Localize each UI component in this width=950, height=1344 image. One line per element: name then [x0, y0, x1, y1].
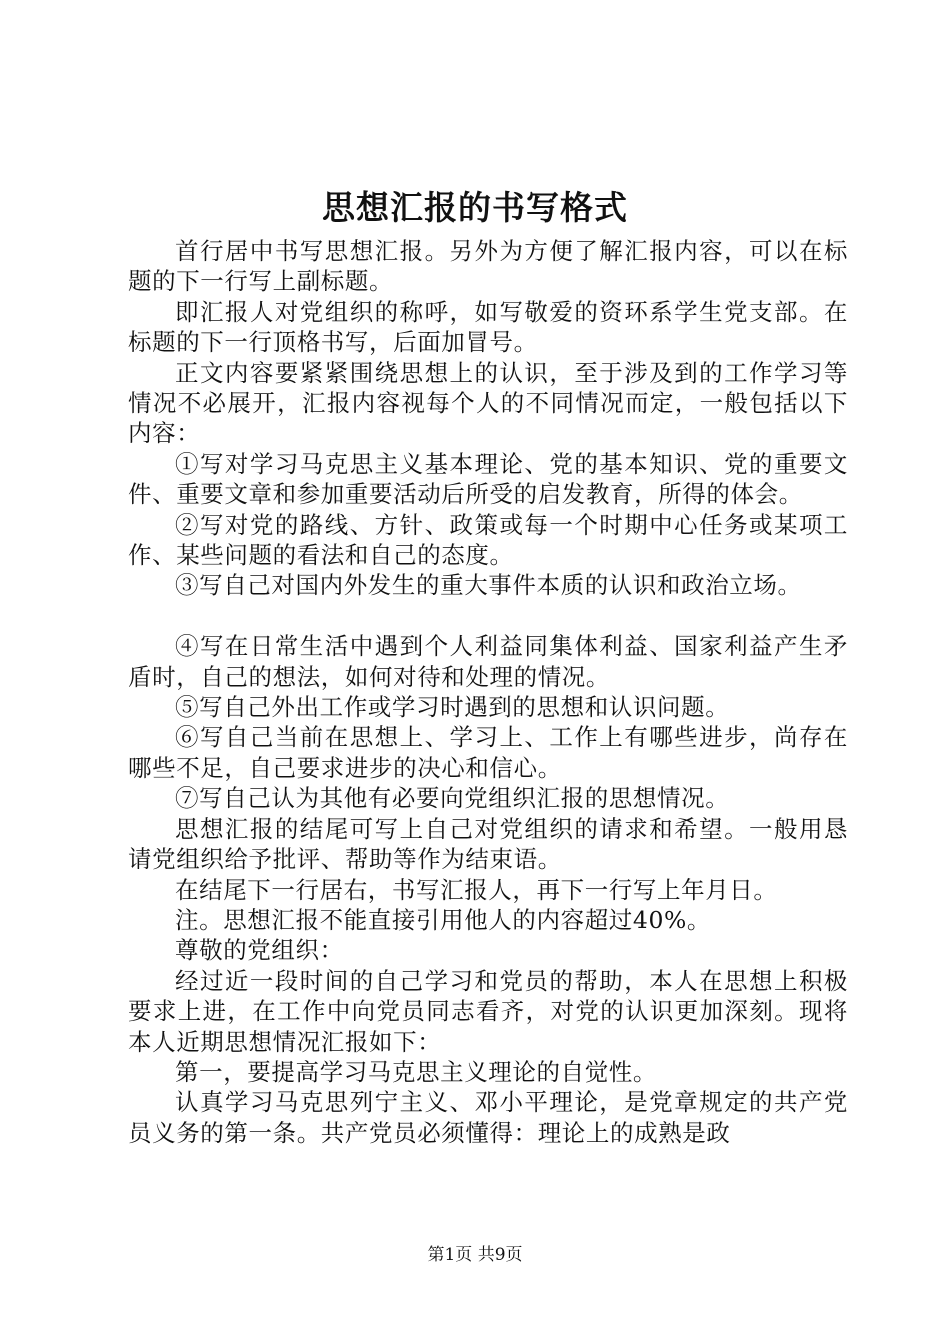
list-item-3: ③写自己对国内外发生的重大事件本质的认识和政治立场。: [175, 571, 802, 600]
sample-point-1-body: 认真学习马克思列宁主义、邓小平理论，是党章规定的共产党员义务的第一条。共产党员必须懂得：理论上的成熟是政: [128, 1088, 848, 1147]
paragraph-heading-format: 首行居中书写思想汇报。另外为方便了解汇报内容，可以在标题的下一行写上副标题。: [128, 237, 848, 296]
paragraph-main-content: 正文内容要紧紧围绕思想上的认识，至于涉及到的工作学习等情况不必展开，汇报内容视每个人的不同情况而定，一般包括以下内容：: [128, 358, 848, 448]
list-item-4: ④写在日常生活中遇到个人利益同集体利益、国家利益产生矛盾时，自己的想法，如何对待和处理的情况。: [128, 632, 848, 691]
list-item-5: ⑤写自己外出工作或学习时遇到的思想和认识问题。: [175, 693, 730, 722]
paragraph-signature-format: 在结尾下一行居右，书写汇报人，再下一行写上年月日。: [175, 875, 778, 904]
paragraph-note: 注。思想汇报不能直接引用他人的内容超过40%。: [175, 905, 712, 934]
list-item-2: ②写对党的路线、方针、政策或每一个时期中心任务或某项工作、某些问题的看法和自己的态度。: [128, 510, 848, 570]
list-item-6: ⑥写自己当前在思想上、学习上、工作上有哪些进步，尚存在哪些不足，自己要求进步的决心和信心。: [128, 723, 848, 782]
list-item-1: ①写对学习马克思主义基本理论、党的基本知识、党的重要文件、重要文章和参加重要活动后所受的启发教育，所得的体会。: [128, 449, 848, 509]
list-item-7: ⑦写自己认为其他有必要向党组织汇报的思想情况。: [175, 784, 730, 813]
document-title: 思想汇报的书写格式: [322, 188, 628, 227]
paragraph-closing-format: 思想汇报的结尾可写上自己对党组织的请求和希望。一般用恳请党组织给予批评、帮助等作为结束语。: [128, 814, 848, 874]
sample-salutation: 尊敬的党组织：: [175, 936, 344, 965]
sample-point-1: 第一，要提高学习马克思主义理论的自觉性。: [175, 1057, 657, 1086]
blank-line: [128, 601, 848, 631]
document-body: [128, 236, 848, 1148]
sample-intro: 经过近一段时间的自己学习和党员的帮助，本人在思想上积极要求上进，在工作中向党员同志看齐，对党的认识更加深刻。现将本人近期思想情况汇报如下：: [128, 966, 848, 1056]
page-number: 第1页 共9页: [427, 1245, 523, 1265]
paragraph-salutation-format: 即汇报人对党组织的称呼，如写敬爱的资环系学生党支部。在标题的下一行顶格书写，后面加冒号。: [128, 297, 848, 357]
